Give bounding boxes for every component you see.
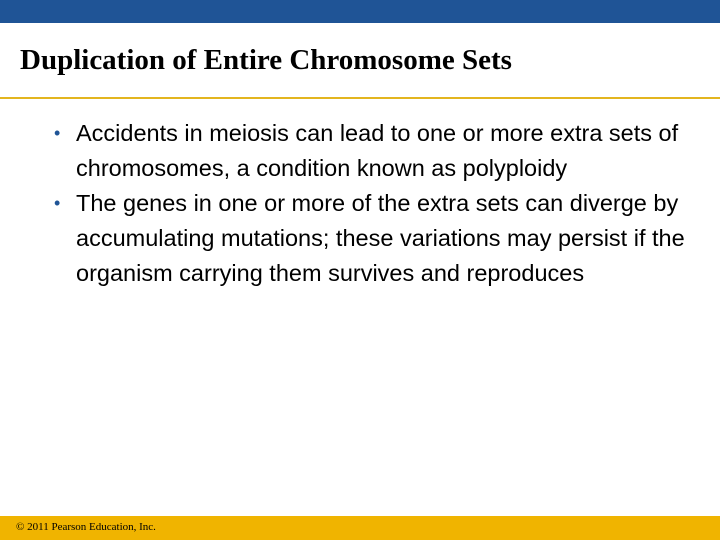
bullet-list [54, 116, 704, 291]
bullet-dot-icon: • [54, 193, 61, 213]
copyright-notice: © 2011 Pearson Education, Inc. [16, 521, 156, 533]
title-divider [0, 97, 720, 99]
bullet-text: The genes in one or more of the extra sets can diverge by accumulating mutations; these variations may persist if the organism carrying them survives and reproduces [76, 190, 685, 286]
header-band [0, 0, 720, 23]
bullet-dot-icon: • [54, 123, 61, 143]
bullet-item [54, 186, 704, 291]
bullet-text: Accidents in meiosis can lead to one or more extra sets of chromosomes, a condition known as polyploidy [76, 120, 679, 181]
slide-title: Duplication of Entire Chromosome Sets [20, 44, 512, 76]
bullet-item [54, 116, 704, 186]
